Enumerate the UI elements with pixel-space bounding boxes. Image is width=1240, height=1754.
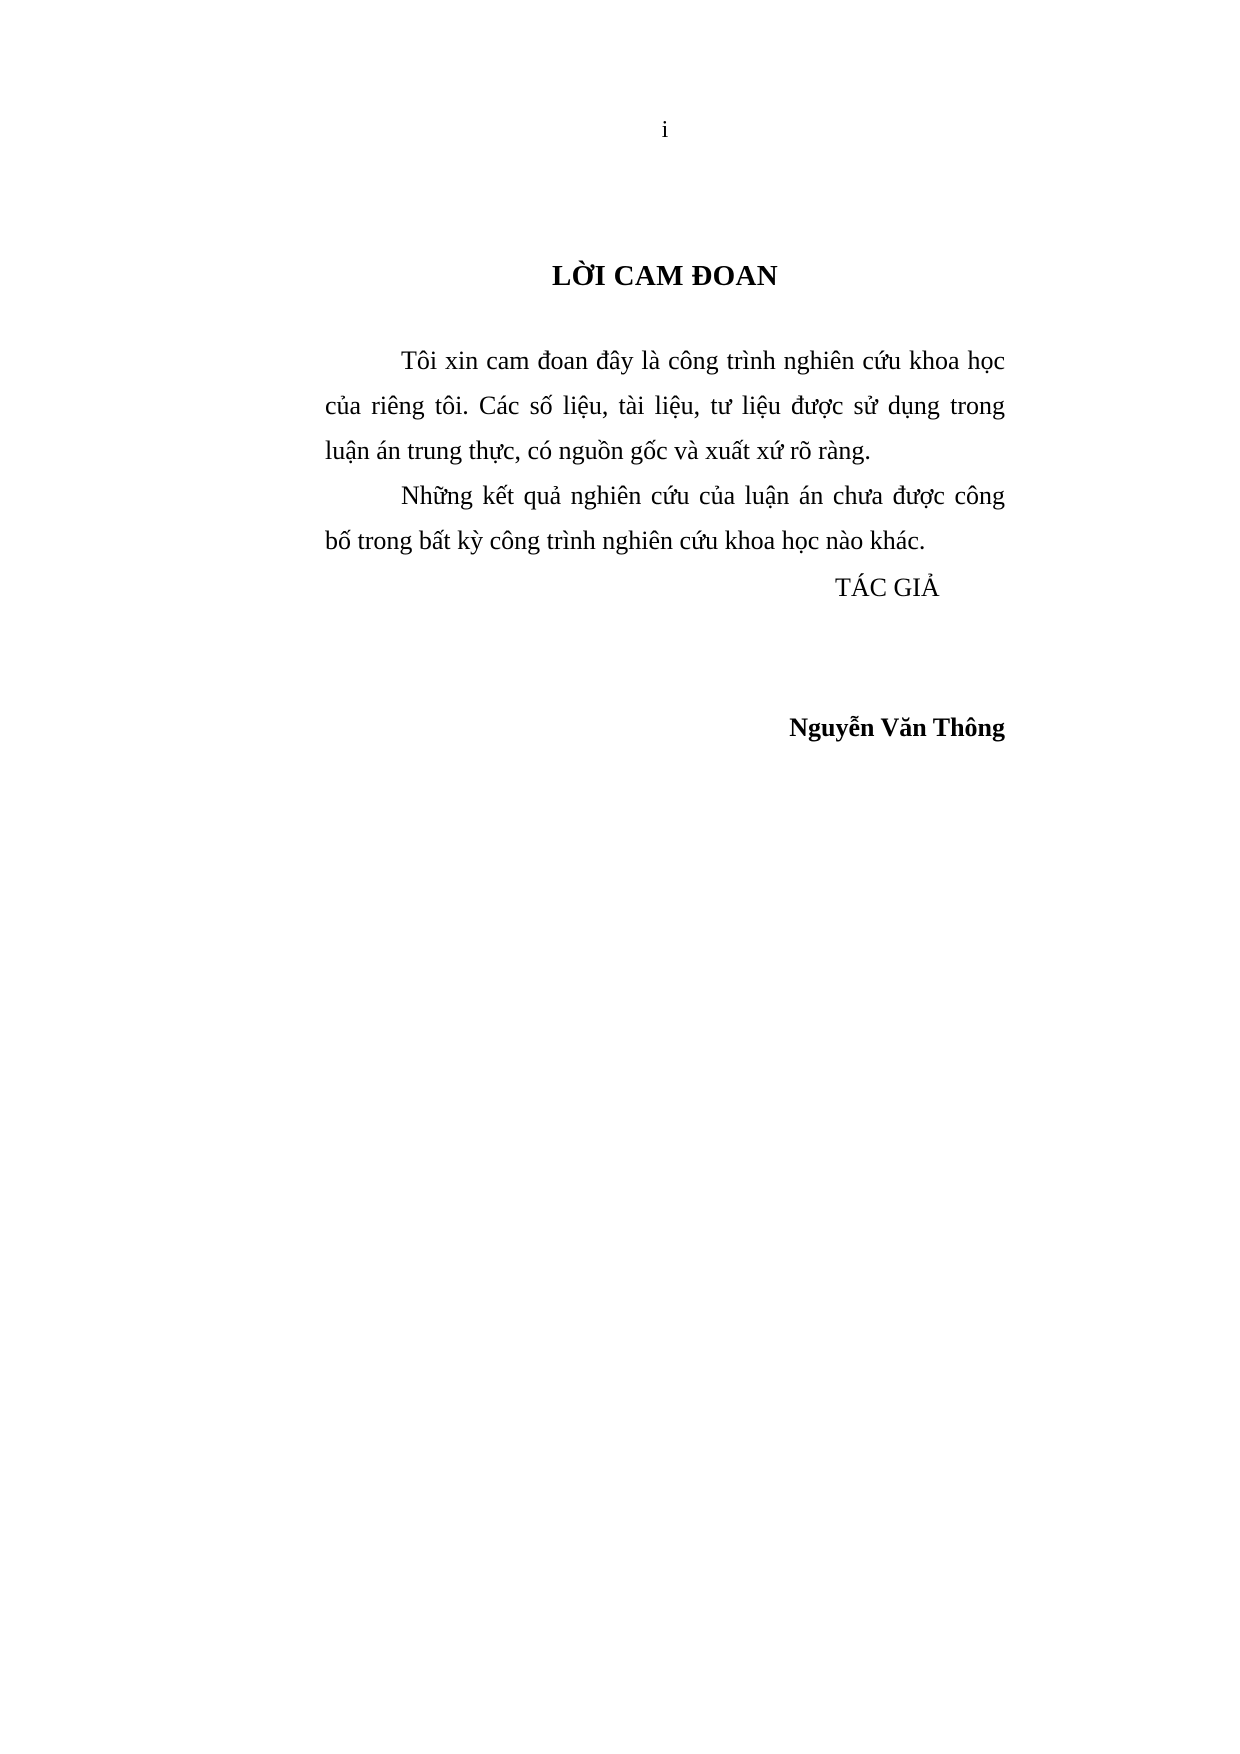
- declaration-paragraph-2: Những kết quả nghiên cứu của luận án chưa được công bố trong bất kỳ công trình nghiên cứu khoa học nào khác.: [325, 481, 1005, 555]
- page-title: LỜI CAM ĐOAN: [552, 260, 778, 292]
- declaration-body: [325, 338, 1005, 563]
- signature-label: TÁC GIẢ: [835, 573, 940, 602]
- author-name: Nguyễn Văn Thông: [789, 713, 1005, 742]
- declaration-paragraph-1: Tôi xin cam đoan đây là công trình nghiên cứu khoa học của riêng tôi. Các số liệu, tài liệu, tư liệu được sử dụng trong luận án trung thực, có nguồn gốc và xuất xứ rõ ràng.: [325, 346, 1005, 465]
- page-number: i: [661, 117, 669, 143]
